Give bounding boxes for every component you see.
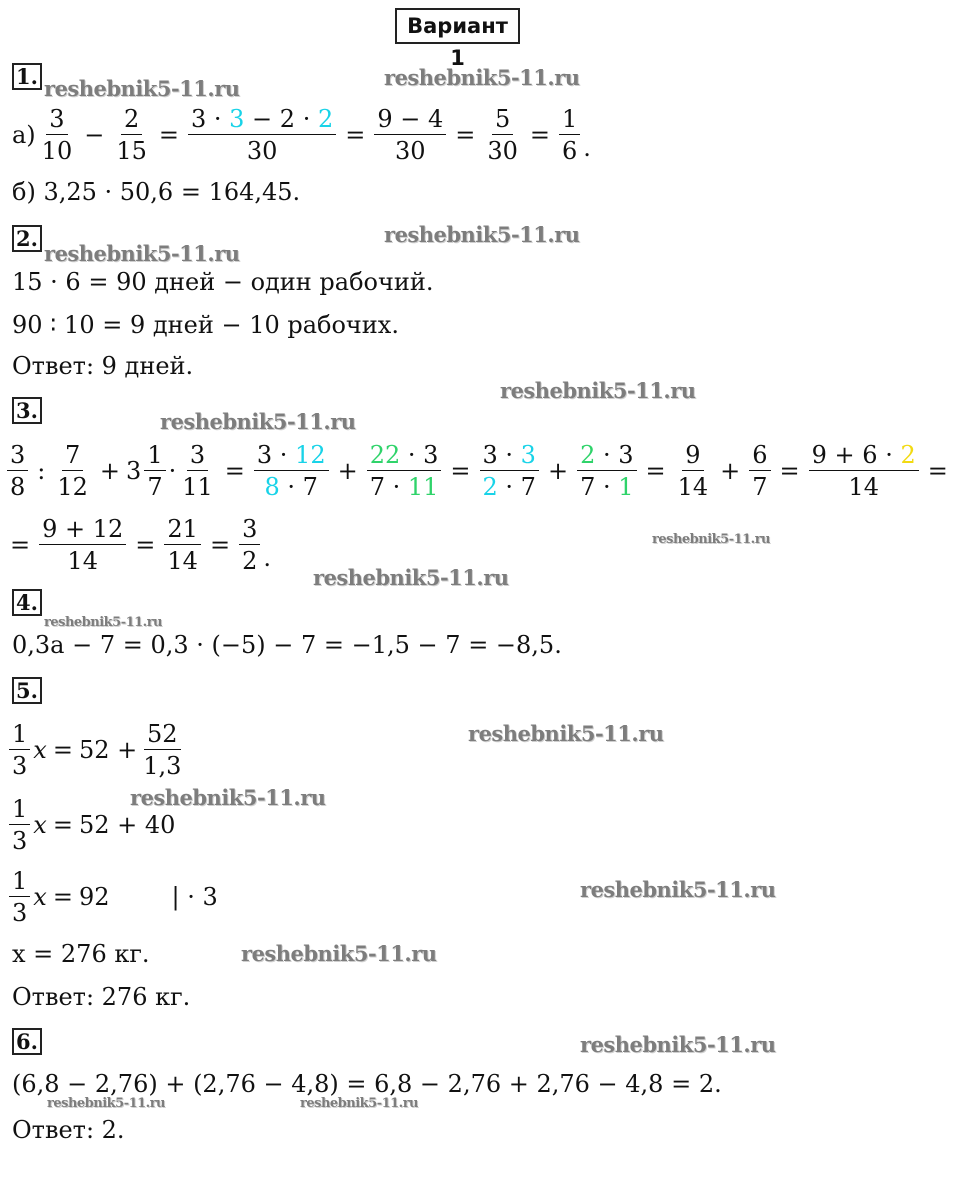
watermark: reshebnik5-11.ru (160, 409, 356, 434)
watermark: reshebnik5-11.ru (384, 222, 580, 247)
fraction: $\frac{2 \cdot 3}{7 \cdot 1}$ (577, 442, 636, 501)
task6-line: (6,8 − 2,76) + (2,76 − 4,8) = 6,8 − 2,76 + 2,76 − 4,8 = 2. (12, 1070, 722, 1098)
task2-line1: 15 · 6 = 90 дней − один рабочий. (12, 268, 434, 296)
fraction: $\frac{3 \cdot 3 - 2 \cdot 2}{30}$ (188, 106, 336, 165)
fraction: $\frac{5}{30}$ (487, 104, 518, 165)
task-number: 4. (12, 589, 42, 616)
watermark: reshebnik5-11.ru (313, 565, 509, 590)
task-number: 3. (12, 397, 42, 424)
item-label: а) (12, 121, 36, 149)
task3-line1: $\frac{3}{8}$ : $\frac{7}{12}$ + 3 $\frac{1}{7}$ · $\frac{3}{11}$ = $\frac{3 \cdot 12}{8 \cdot 7}$ + $\frac{22 \cdot 3}{7 \cdot 11}$ = $\frac{3 \cdot 3}{2 \cdot 7}$ + $\frac{2 \cdot 3}{7 \cdot 1}$ = $\frac{9}{14}$ + $\frac{6}{7}$ = $\frac{9 + 6 \cdot 2}{14}$ = (4, 436, 954, 506)
watermark: reshebnik5-11.ru (130, 785, 326, 810)
fraction: $\frac{1}{3}$ (9, 796, 30, 855)
task6-answer: Ответ: 2. (12, 1116, 125, 1144)
fraction: $\frac{3 \cdot 12}{8 \cdot 7}$ (254, 442, 329, 501)
task4-line: 0,3a − 7 = 0,3 · (−5) − 7 = −1,5 − 7 = −8,5. (12, 631, 562, 659)
watermark: reshebnik5-11.ru (44, 615, 163, 630)
fraction: $\frac{2}{15}$ (116, 104, 147, 165)
fraction: $\frac{9 - 4}{30}$ (374, 106, 446, 165)
fraction: $\frac{6}{7}$ (749, 442, 770, 501)
task1-b-line: б) 3,25 · 50,6 = 164,45. (12, 178, 301, 206)
fraction: $\frac{52}{1,3}$ (143, 719, 182, 780)
variant-title: Вариант 1 (395, 8, 520, 44)
fraction: $\frac{1}{3}$ (9, 721, 30, 780)
fraction: $\frac{22 \cdot 3}{7 \cdot 11}$ (367, 442, 442, 501)
watermark: reshebnik5-11.ru (580, 877, 776, 902)
task2-line2: 90 ∶ 10 = 9 дней − 10 рабочих. (12, 311, 399, 339)
watermark: reshebnik5-11.ru (580, 1032, 776, 1057)
fraction: $\frac{1}{7}$ (144, 442, 165, 501)
task5-line2: $\frac{1}{3}$ x = 52 + 40 (6, 790, 175, 860)
task5-result: x = 276 кг. (12, 940, 150, 968)
fraction: $\frac{21}{14}$ (164, 516, 201, 575)
task1-a-line: а) $\frac{3}{10}$ − $\frac{2}{15}$ = $\frac{3 \cdot 3 - 2 \cdot 2}{30}$ = $\frac{9 - 4}{30}$ = $\frac{5}{30}$ = $\frac{1}{6}$ . (12, 104, 591, 165)
fraction: $\frac{1}{3}$ (9, 868, 30, 927)
task-number: 6. (12, 1028, 42, 1055)
watermark: reshebnik5-11.ru (500, 378, 696, 403)
fraction: $\frac{3}{2}$ (239, 516, 260, 575)
watermark: reshebnik5-11.ru (652, 532, 771, 547)
task5-answer: Ответ: 276 кг. (12, 983, 191, 1011)
fraction: $\frac{3 \cdot 3}{2 \cdot 7}$ (480, 442, 539, 501)
fraction: $\frac{3}{10}$ (41, 104, 73, 165)
fraction: $\frac{9 + 12}{14}$ (39, 516, 126, 575)
fraction: $\frac{1}{6}$ (559, 106, 580, 165)
task5-line1: $\frac{1}{3}$ x = 52 + $\frac{52}{1,3}$ (6, 715, 187, 785)
watermark: reshebnik5-11.ru (384, 65, 580, 90)
task2-answer: Ответ: 9 дней. (12, 352, 194, 380)
task-number: 5. (12, 677, 42, 704)
fraction: $\frac{9 + 6 \cdot 2}{14}$ (809, 442, 919, 501)
fraction: $\frac{3}{8}$ (7, 442, 28, 501)
task5-line3: $\frac{1}{3}$ x = 92 | · 3 (6, 862, 218, 932)
task-number: 1. (12, 63, 42, 90)
watermark: reshebnik5-11.ru (44, 76, 240, 101)
watermark: reshebnik5-11.ru (468, 721, 664, 746)
watermark: reshebnik5-11.ru (300, 1096, 419, 1111)
fraction: $\frac{3}{11}$ (182, 440, 213, 501)
fraction: $\frac{7}{12}$ (57, 440, 88, 501)
task-number: 2. (12, 225, 42, 252)
watermark: reshebnik5-11.ru (241, 941, 437, 966)
task3-line2: = $\frac{9 + 12}{14}$ = $\frac{21}{14}$ = $\frac{3}{2}$ . (10, 514, 271, 575)
watermark: reshebnik5-11.ru (47, 1096, 166, 1111)
fraction: $\frac{9}{14}$ (677, 440, 709, 501)
watermark: reshebnik5-11.ru (44, 241, 240, 266)
